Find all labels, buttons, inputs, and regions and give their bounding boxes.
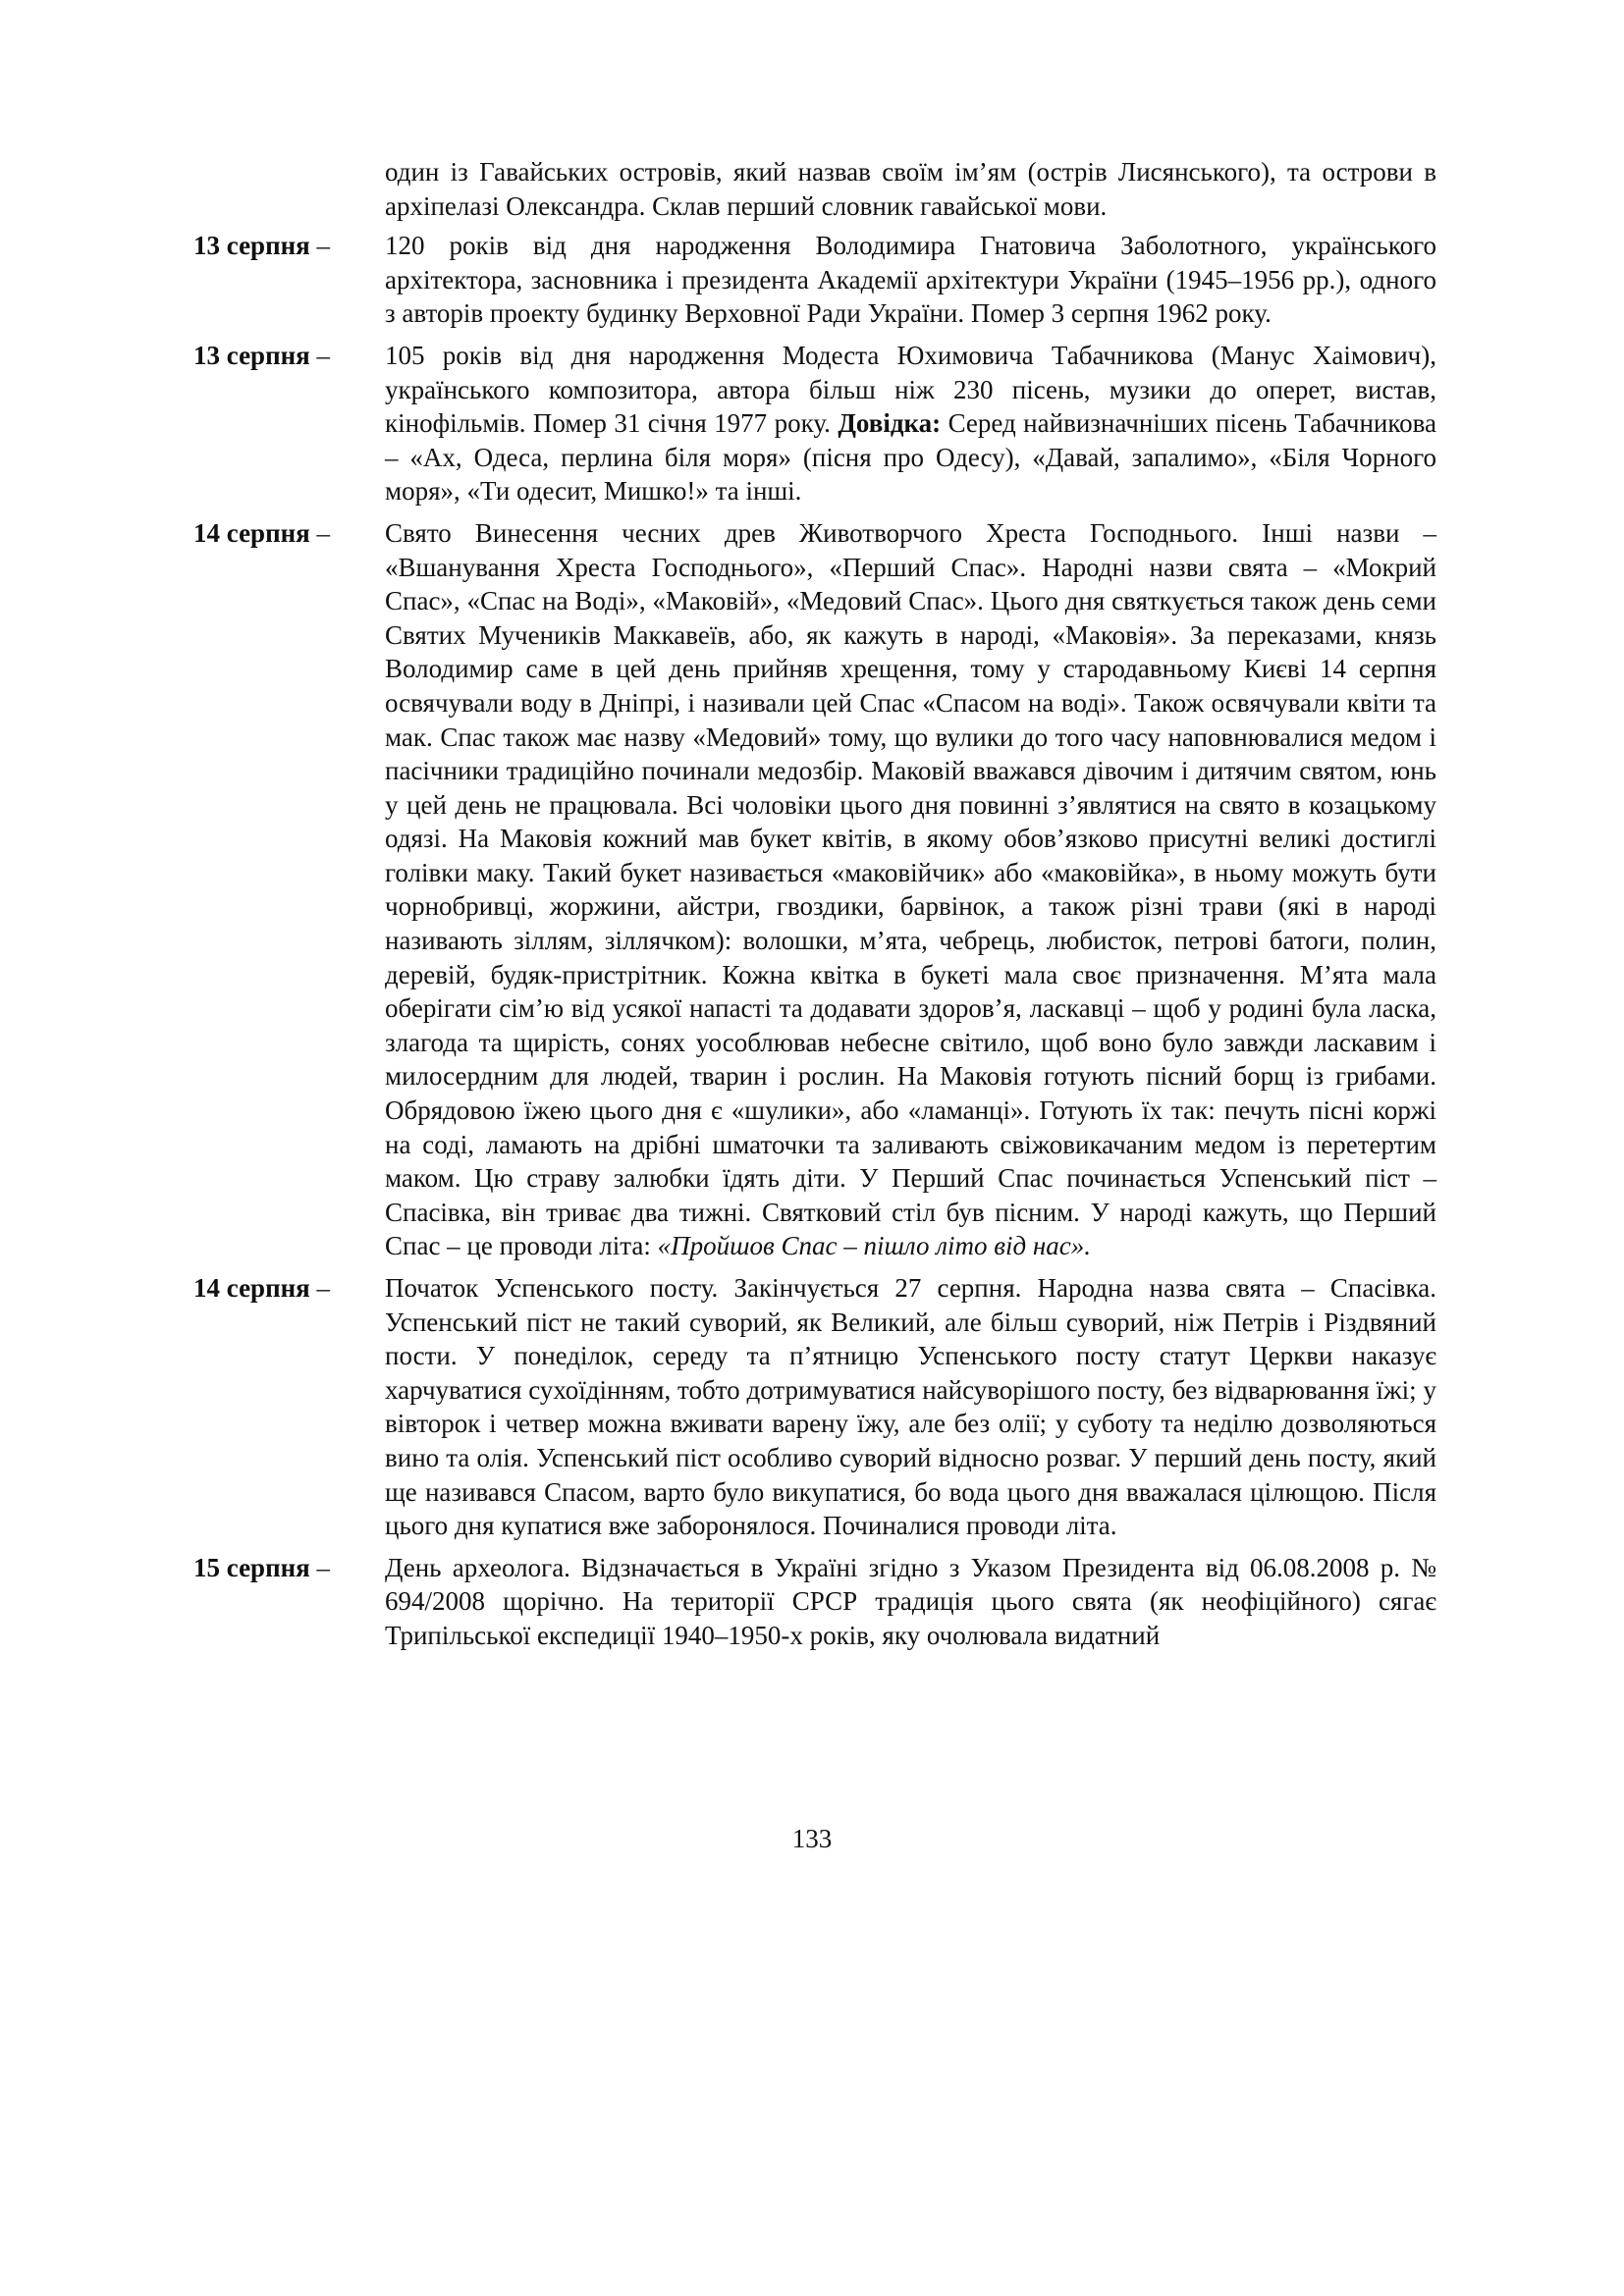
entry-date: 13 серпня <box>193 231 310 261</box>
calendar-entry <box>193 516 1436 1263</box>
calendar-entry <box>193 1551 1436 1653</box>
entry-dash: – <box>316 231 331 261</box>
entry-date: 13 серпня <box>193 340 310 370</box>
entry-dash: – <box>316 340 331 370</box>
entry-date: 14 серпня <box>193 517 310 548</box>
page-number: 133 <box>791 1824 833 1853</box>
entry-date: 14 серпня <box>193 1273 310 1303</box>
reference-label: Довідка: <box>838 408 942 439</box>
calendar-entry <box>193 1271 1436 1543</box>
calendar-entry <box>193 229 1436 331</box>
entry-dash: – <box>316 1273 331 1303</box>
calendar-entry <box>193 339 1436 508</box>
continuation-paragraph <box>193 155 1436 223</box>
entry-dash: – <box>316 1552 331 1582</box>
text-block <box>193 155 1436 1661</box>
entry-dash: – <box>316 517 331 548</box>
folk-saying-quote: «Пройшов Спас – пішло літо від нас». <box>657 1231 1091 1261</box>
entry-text: Свято Винесення чесних древ Животворчого Хреста Господнього. Інші назви – «Вшанування Хреста Господнього», «Перший Спас». Народні назви свята – «Мокрий Спас», «Спас на Воді», «Маковій», «Медовий Спас». Цього дня святкується також день семи Святих Мучеників Маккавеїв, або, як кажуть в народі, «Маковія». За переказами, князь Володимир саме в цей день прийняв хрещення, тому у стародавньому Києві 14 серпня освячували воду в Дніпрі, і називали цей Спас «Спасом на воді». Також освячували квіти та мак. Спас також має назву «Медовий» тому, що вулики до того часу наповнювалися медом і пасічники традиційно починали медозбір. Маковій вважався дівочим і дитячим святом, юнь у цей день не працювала. Всі чоловіки цього дня повинні з’являтися на свято в козацькому одязі. На Маковія кожний мав букет квітів, в якому обов’язково присутні великі достиглі голівки маку. Такий букет називається «маковійчик» або «маковійка», в ньому можуть бути чорнобривці, жоржини, айстри, гвоздики, барвінок, а також різні трави (які в народі називають зіллям, зіллячком): волошки, м’ята, чебрець, любисток, петрові батоги, полин, деревій, будяк-пристрітник. Кожна квітка в букеті мала своє призначення. М’ята мала оберігати сім’ю від усякої напасті та додавати здоров’я, ласкавці – щоб у родині була ласка, злагода та щирість, сонях уособлював небесне світило, щоб воно було завжди ласкавим і милосердним для людей, тварин і рослин. На Маковія готують пісний борщ із грибами. Обрядовою їжею цього дня є «шулики», або «ламанці». Готують їх так: печуть пісні коржі на соді, ламають на дрібні шматочки та заливають свіжовикачаним медом із перетертим маком. Цю страву залюбки їдять діти. У Перший Спас починається Успенський піст – Спасівка, він триває два тижні. Святковий стіл був пісним. У народі кажуть, що Перший Спас – це проводи літа: <box>385 517 1436 1261</box>
entry-text-continued: Серед найвизначніших пісень Табачникова – «Ах, Одеса, перлина біля моря» (пісня про Одесу), «Давай, запалимо», «Біля Чорного моря», «Ти одесит, Мишко!» та інші. <box>385 408 1436 507</box>
entry-text: 120 років від дня народження Володимира Гнатовича Заболотного, українського архітектора, засновника і президента Академії архітектури України (1945–1956 рр.), одного з авторів проекту будинку Верховної Ради України. Помер 3 серпня 1962 року. <box>385 231 1436 329</box>
entry-text: 105 років від дня народження Модеста Юхимовича Табачникова (Манус Хаімович), українського композитора, автора більш ніж 230 пісень, музики до оперет, вистав, кінофільмів. Помер 31 січня 1977 року. <box>385 340 1436 439</box>
entry-text: День археолога. Відзначається в Україні згідно з Указом Президента від 06.08.2008 р. № 694/2008 щорічно. На території СРСР традиція цього свята (як неофіційного) сягає Трипільської експедиції 1940–1950-х років, яку очолювала видатний <box>385 1552 1436 1650</box>
entry-text: Початок Успенського посту. Закінчується 27 серпня. Народна назва свята – Спасівка. Успенський піст не такий суворий, як Великий, але більш суворий, ніж Петрів і Різдвяний пости. У понеділок, середу та п’ятницю Успенського посту статут Церкви наказує харчуватися сухоїдінням, тобто дотримуватися найсуворішого посту, без відварювання їжі; у вівторок і четвер можна вживати варену їжу, але без олії; у суботу та неділю дозволяються вино та олія. Успенський піст особливо суворий відносно розваг. У перший день посту, який ще називався Спасом, варто було викупатися, бо вода цього дня вважалася цілющою. Після цього дня купатися вже заборонялося. Починалися проводи літа. <box>385 1273 1436 1541</box>
continuation-text: один із Гавайських островів, який назвав своїм ім’ям (острів Лисянського), та острови в архіпелазі Олександра. Склав перший словник гавайської мови. <box>385 157 1436 221</box>
entry-date: 15 серпня <box>193 1552 310 1582</box>
